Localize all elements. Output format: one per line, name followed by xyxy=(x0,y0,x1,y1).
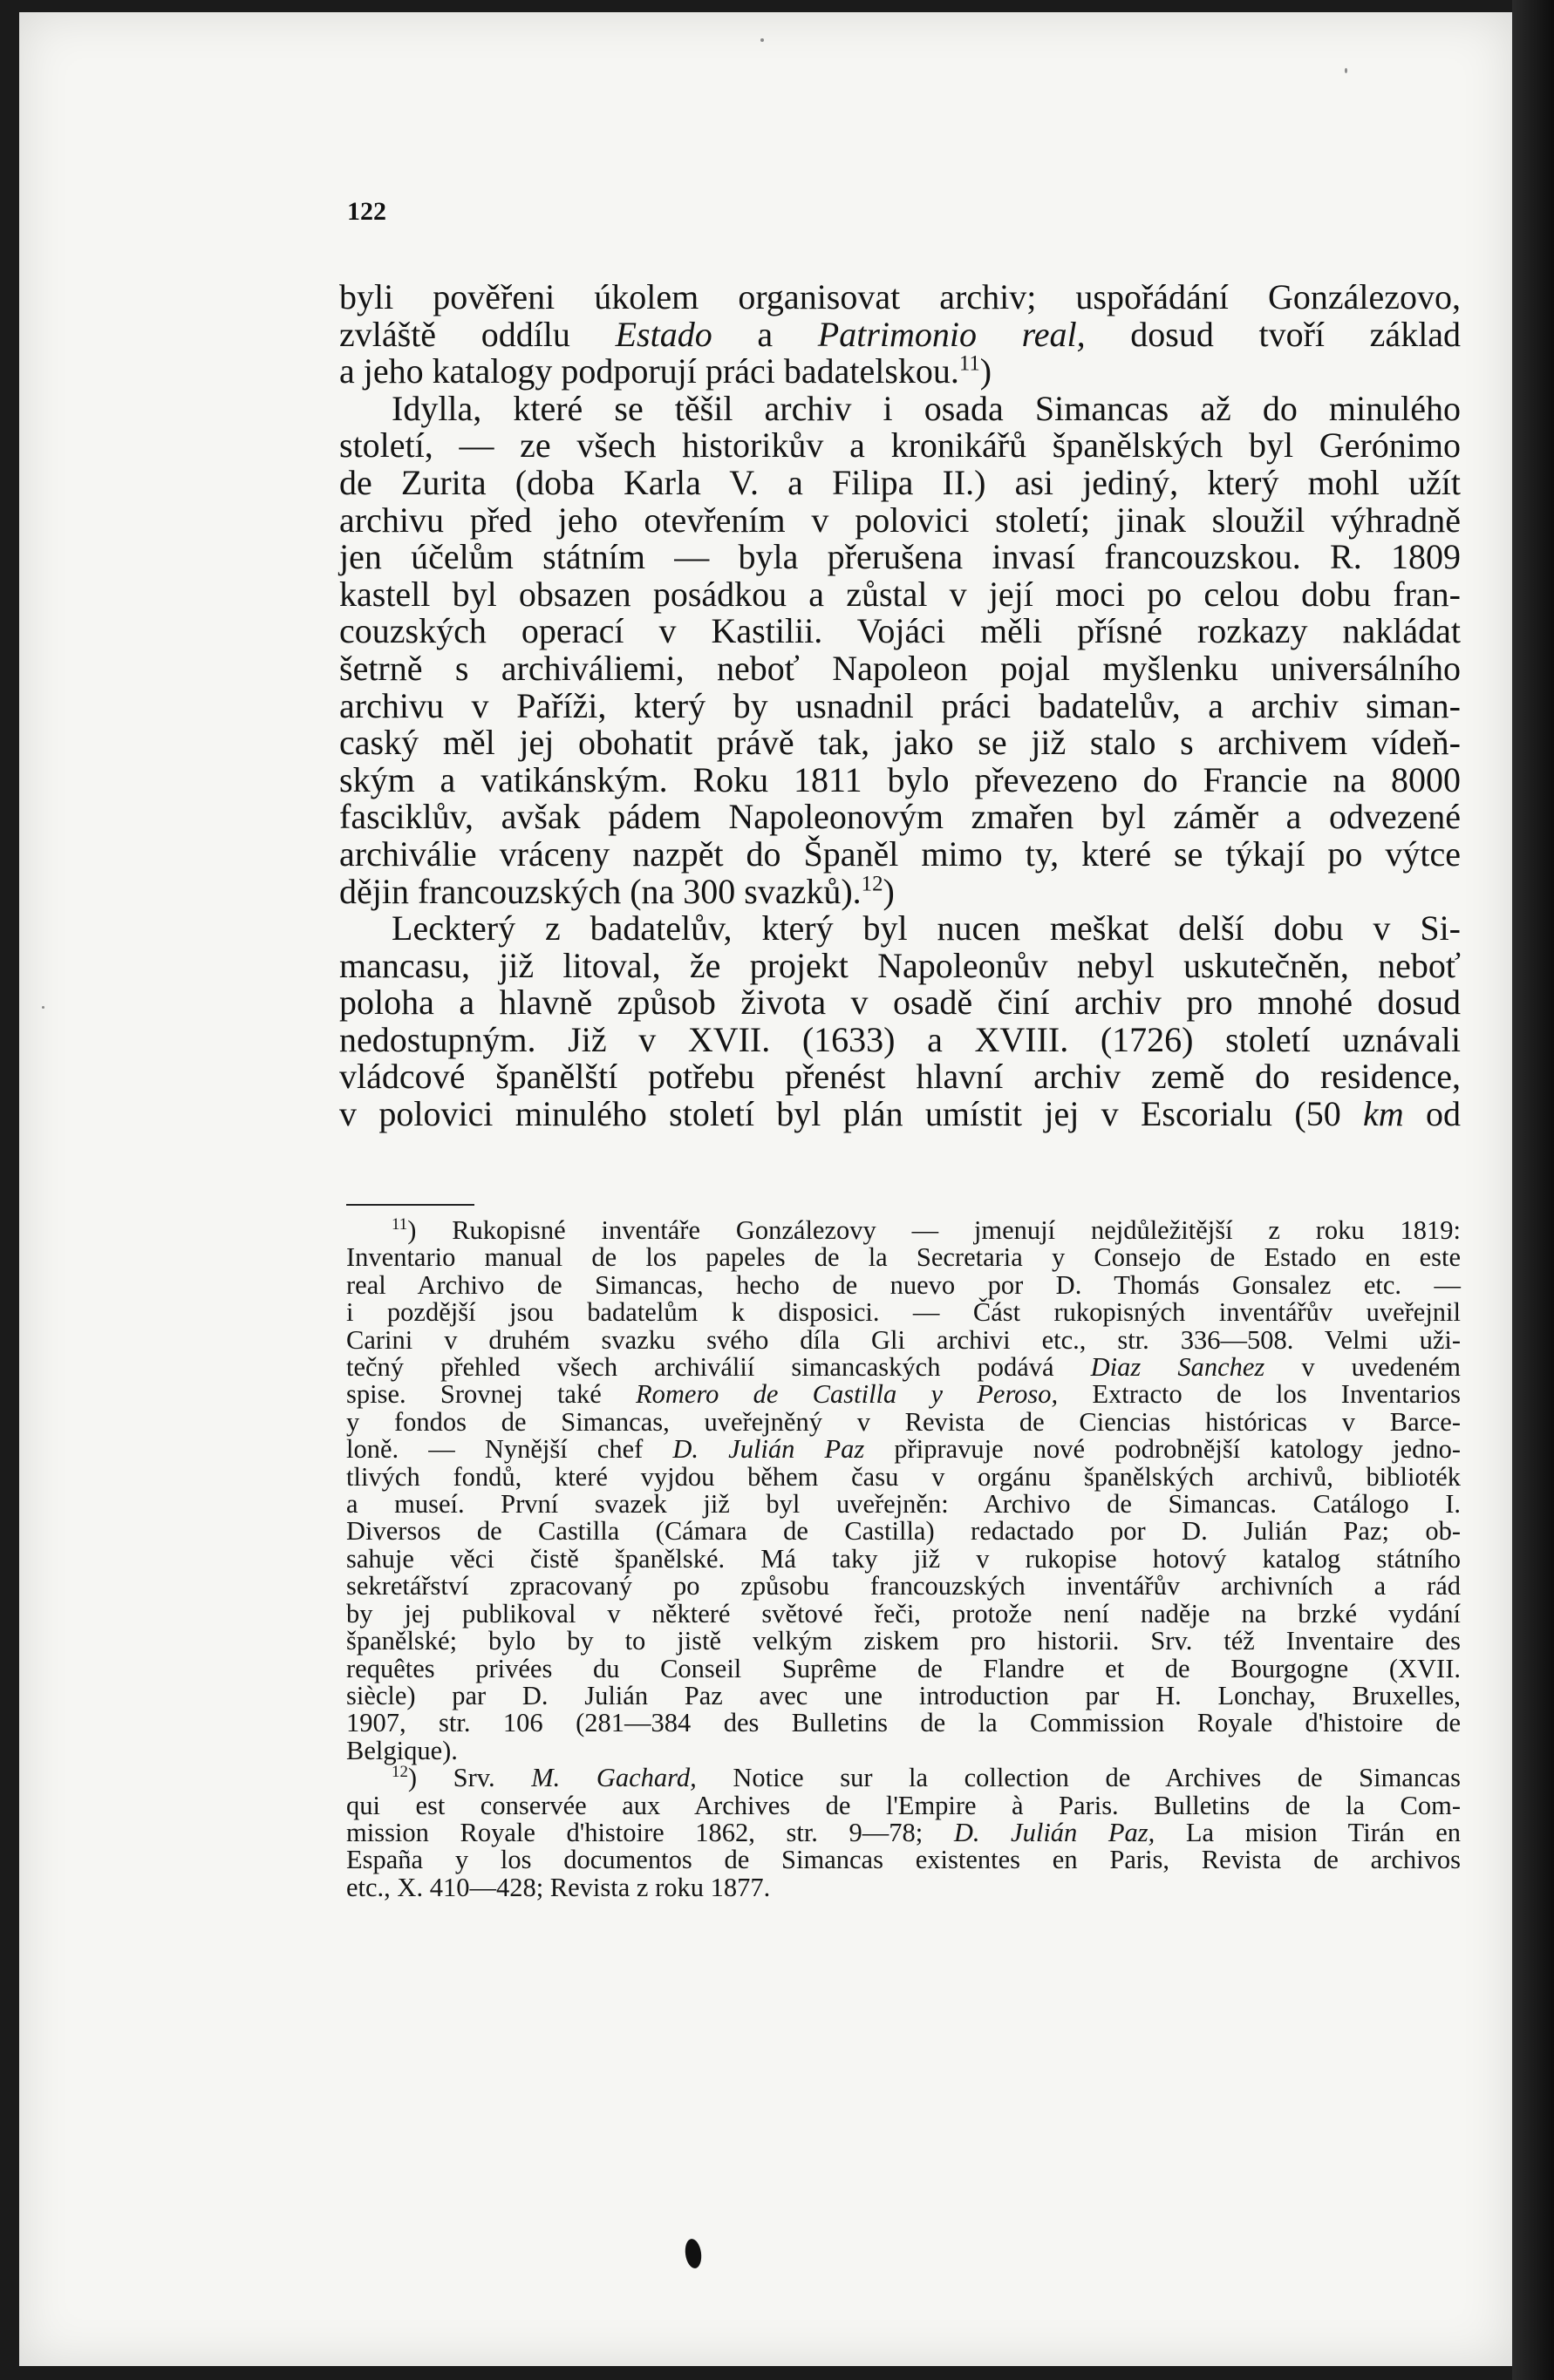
text-line: jen účelům státním — byla přerušena invasí francouzskou. R. 1809 xyxy=(339,537,1461,577)
dust-speck xyxy=(760,38,764,42)
text-line: poloha a hlavně způsob života v osadě činí archiv pro mnohé dosud xyxy=(339,983,1461,1023)
footnote-ref: 12 xyxy=(861,872,883,896)
text-line: fasciklův, avšak pádem Napoleonovým zmařen byl záměr a odvezené xyxy=(339,797,1461,837)
footnote-line: Inventario manual de los papeles de la Secretaria y Consejo de Estado en este xyxy=(346,1242,1461,1273)
text-line: ským a vatikánským. Roku 1811 bylo převezeno do Francie na 8000 xyxy=(339,759,1461,799)
text-line: v polovici minulého století byl plán umístit jej v Escorialu (50 km od xyxy=(339,1094,1461,1134)
footnote-line: Belgique). xyxy=(346,1735,458,1765)
footnote-line: España y los documentos de Simancas existentes en Paris, Revista de archivos xyxy=(346,1845,1461,1875)
text-line: vládcové španělští potřebu přenést hlavní archiv země do residence, xyxy=(339,1057,1461,1097)
footnote-separator xyxy=(346,1204,474,1206)
footnote-line: loně. — Nynější chef D. Julián Paz připravuje nové podrobnější katology jedno- xyxy=(346,1434,1462,1465)
dust-speck xyxy=(42,1006,44,1009)
footnote-ref: 11 xyxy=(958,351,980,376)
text-line: kastell byl obsazen posádkou a zůstal v její moci po celou dobu fran- xyxy=(339,574,1461,614)
footnote-line: Carini v druhém svazku svého díla Gli archivi etc., str. 336—508. Velmi uži- xyxy=(346,1324,1461,1355)
text-line: nedostupným. Již v XVII. (1633) a XVIII. (1726) století uznávali xyxy=(339,1019,1461,1059)
footnote-line: Diversos de Castilla (Cámara de Castilla) redactado por D. Julián Paz; ob- xyxy=(346,1516,1461,1547)
footnote-line: real Archivo de Simancas, hecho de nuevo por D. Thomás Gonsalez etc. — xyxy=(346,1269,1461,1300)
footnote-line: qui est conservée aux Archives de l'Empire à Paris. Bulletins de la Com- xyxy=(346,1790,1461,1820)
text-line: Leckterý z badatelův, který byl nucen meškat delší dobu v Si- xyxy=(392,908,1461,949)
footnote-line: etc., X. 410—428; Revista z roku 1877. xyxy=(346,1872,771,1902)
text-line: archivu v Paříži, který by usnadnil práci badatelův, a archiv siman- xyxy=(339,685,1461,725)
footnote-line: siècle) par D. Julián Paz avec une introduction par H. Lonchay, Bruxelles, xyxy=(346,1680,1461,1710)
footnote-line: a museí. První svazek již byl uveřejněn: Archivo de Simancas. Catálogo I. xyxy=(346,1489,1461,1520)
text-line: šetrně s archiváliemi, neboť Napoleon pojal myšlenku universálního xyxy=(339,648,1461,688)
text-line: caský měl jej obohatit právě tak, jako se již stalo s archivem vídeň- xyxy=(339,723,1461,763)
footnote-line: requêtes privées du Conseil Suprême de Flandre et de Bourgogne (XVII. xyxy=(346,1653,1461,1683)
text-line: Idylla, které se těšil archiv i osada Simancas až do minulého xyxy=(392,388,1461,428)
text-line: dějin francouzských (na 300 svazků).$^{12}$) xyxy=(339,871,895,911)
footnote-line: sahuje věci čistě španělské. Má taky již v rukopise hotový katalog státního xyxy=(346,1543,1461,1574)
text-line: archiválie vráceny nazpět do Španěl mimo ty, které se týkají po výtce xyxy=(339,833,1461,874)
footnote-line: spise. Srovnej také Romero de Castilla y Peroso, Extracto de los Inventarios xyxy=(346,1379,1462,1410)
footnote-line: mission Royale d'histoire 1862, str. 9—78; D. Julián Paz, La mision Tirán en xyxy=(346,1817,1462,1847)
footnote-line: tečný přehled všech archiválií simancaských podává Diaz Sanchez v uvedeném xyxy=(346,1352,1461,1383)
text-line: de Zurita (doba Karla V. a Filipa II.) asi jediný, který mohl užít xyxy=(339,462,1461,502)
footnote-marker: 12 xyxy=(392,1762,408,1781)
text-line: století, — ze všech historikův a kronikářů španělských byl Gerónimo xyxy=(339,425,1461,466)
footnote-line: $^{11}$) Rukopisné inventáře Gonzálezovy — jmenují nejdůležitější z roku 1819: xyxy=(392,1214,1461,1245)
footnote-line: $^{12}$) Srv. M. Gachard, Notice sur la collection de Archives de Simancas xyxy=(392,1762,1462,1793)
text-line: couzských operací v Kastilii. Vojáci měli přísné rozkazy nakládat xyxy=(339,611,1461,651)
footnote-line: by jej publikoval v některé světové řeči, protože není naděje na brzké vydání xyxy=(346,1598,1461,1629)
page-number: 122 xyxy=(347,197,386,226)
body-text xyxy=(339,279,1461,1133)
binding-shadow xyxy=(1512,0,1554,2380)
dust-speck xyxy=(1345,68,1347,73)
footnote-line: y fondos de Simancas, uveřejněný v Revista de Ciencias históricas v Barce- xyxy=(346,1406,1461,1437)
text-line: byli pověřeni úkolem organisovat archiv; uspořádání Gonzálezovo, xyxy=(339,277,1461,316)
text-line: zvláště oddílu Estado a Patrimonio real, dosud tvoří základ xyxy=(339,314,1462,354)
text-line: a jeho katalogy podporují práci badatelskou.$^{11}$) xyxy=(339,351,992,391)
footnote-line: i pozdější jsou badatelům k disposici. — Část rukopisných inventářův uveřejnil xyxy=(346,1297,1461,1328)
footnote-line: tlivých fondů, které vyjdou během času v orgánu španělských archivů, biblioték xyxy=(346,1461,1461,1492)
footnote-line: sekretářství zpracovaný po způsobu francouzských inventářův archivních a rád xyxy=(346,1571,1461,1601)
footnote-marker: 11 xyxy=(392,1214,408,1234)
footnote-line: španělské; bylo by to jistě velkým ziskem pro historii. Srv. též Inventaire des xyxy=(346,1626,1461,1656)
text-line: mancasu, již litoval, že projekt Napoleonův nebyl uskutečněn, neboť xyxy=(339,945,1461,985)
footnotes xyxy=(346,1214,1462,1902)
text-line: archivu před jeho otevřením v polovici století; jinak sloužil výhradně xyxy=(339,500,1461,540)
footnote-line: 1907, str. 106 (281—384 des Bulletins de la Commission Royale d'histoire de xyxy=(346,1708,1461,1738)
